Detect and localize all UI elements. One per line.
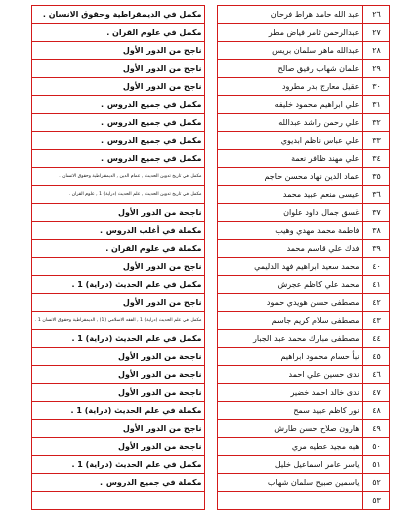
student-name: هارون صلاح حسن طارش [218,420,363,438]
row-number: ٣٨ [363,222,390,240]
column-gap [205,474,218,492]
student-name: محمد علي كاظم عجرش [218,276,363,294]
row-number: ٢٦ [363,6,390,24]
student-name: علمان شهاب رفيق صالح [218,60,363,78]
row-number: ٤٥ [363,348,390,366]
student-name: علي مهند ظافر نعمة [218,150,363,168]
result-status: ناجح من الدور الأول [32,420,205,438]
student-name: عبدالرحمن ثامر فياض مطر [218,24,363,42]
table-row [32,384,390,402]
row-number: ٤٤ [363,330,390,348]
result-status: مكمل في جميع الدروس . [32,96,205,114]
column-gap [205,186,218,204]
row-number: ٢٩ [363,60,390,78]
column-gap [205,456,218,474]
student-name [218,492,363,510]
table-row [32,222,390,240]
column-gap [205,42,218,60]
column-gap [205,258,218,276]
column-gap [205,294,218,312]
column-gap [205,24,218,42]
column-gap [205,114,218,132]
row-number: ٢٨ [363,42,390,60]
column-gap [205,96,218,114]
result-status: ناجح من الدور الأول [32,42,205,60]
row-number: ٣٤ [363,150,390,168]
table-row [32,456,390,474]
student-name: نبأ حسام محمود ابراهيم [218,348,363,366]
result-status: مكمل في علم الحديث (دراية) 1 . [32,276,205,294]
table-row [32,42,390,60]
row-number: ٣٥ [363,168,390,186]
table-row [32,60,390,78]
column-gap [205,366,218,384]
column-gap [205,240,218,258]
table-row [32,492,390,510]
row-number: ٤٣ [363,312,390,330]
student-name: ندى حسين علي احمد [218,366,363,384]
student-results-table [31,5,390,510]
student-name: مصطفى سلام كريم جاسم [218,312,363,330]
result-status: مكمل في علم الحديث (دراية) 1 . [32,456,205,474]
column-gap [205,330,218,348]
result-status: ناجح من الدور الأول [32,78,205,96]
table-row [32,24,390,42]
table-row [32,276,390,294]
result-status: مكمل في تاريخ تدوين الحديث , عمام الدين , الديمقراطية وحقوق الانسان . [32,168,205,186]
result-status: مكملة في علوم القران . [32,240,205,258]
column-gap [205,402,218,420]
table-row [32,402,390,420]
table-row [32,312,390,330]
student-name: مصطفى مبارك محمد عبد الجبار [218,330,363,348]
column-gap [205,348,218,366]
column-gap [205,150,218,168]
student-name: علي رحمن راشد عبدالله [218,114,363,132]
row-number: ٣٧ [363,204,390,222]
student-name: عقيل معارج بدر مطرود [218,78,363,96]
row-number: ٣٦ [363,186,390,204]
result-status: ناجحة من الدور الأول [32,366,205,384]
table-row [32,150,390,168]
column-gap [205,222,218,240]
result-status: مكملة في أغلب الدروس . [32,222,205,240]
result-status: مكمل في علم الحديث (دراية) 1 . [32,330,205,348]
column-gap [205,384,218,402]
row-number: ٥٣ [363,492,390,510]
column-gap [205,276,218,294]
row-number: ٥٢ [363,474,390,492]
student-name: علي ابراهيم محمود خليفه [218,96,363,114]
result-status: ناجح من الدور الأول [32,258,205,276]
row-number: ٤٨ [363,402,390,420]
table-row [32,6,390,24]
column-gap [205,204,218,222]
table-row [32,114,390,132]
result-status: ناجح من الدور الأول [32,60,205,78]
result-status: مكمل في تاريخ تدوين الحديث , علم الحديث (دراية) 1 , علوم القران . [32,186,205,204]
table-row [32,474,390,492]
column-gap [205,78,218,96]
row-number: ٤٩ [363,420,390,438]
result-status: ناجحة من الدور الأول [32,438,205,456]
table-row [32,420,390,438]
table-row [32,330,390,348]
student-name: عبدالله ماهر سلمان بريس [218,42,363,60]
row-number: ٤٧ [363,384,390,402]
row-number: ٥٠ [363,438,390,456]
row-number: ٤٢ [363,294,390,312]
row-number: ٢٧ [363,24,390,42]
result-status: مكملة في علم الحديث (دراية) 1 . [32,402,205,420]
table-row [32,132,390,150]
column-gap [205,60,218,78]
column-gap [205,492,218,510]
row-number: ٥١ [363,456,390,474]
row-number: ٣٢ [363,114,390,132]
table-row [32,258,390,276]
row-number: ٣٩ [363,240,390,258]
table-row [32,366,390,384]
column-gap [205,438,218,456]
result-status: مكملة في جميع الدروس . [32,474,205,492]
result-status: مكمل في الديمقراطية وحقوق الانسان . [32,6,205,24]
table-row [32,204,390,222]
result-status: مكمل في علوم القران . [32,24,205,42]
result-status: مكمل في جميع الدروس . [32,132,205,150]
row-number: ٣١ [363,96,390,114]
table-row [32,348,390,366]
result-status: مكمل في جميع الدروس . [32,150,205,168]
table-row [32,438,390,456]
table-row [32,240,390,258]
row-number: ٣٣ [363,132,390,150]
table-row [32,96,390,114]
column-gap [205,132,218,150]
row-number: ٤١ [363,276,390,294]
row-number: ٤٠ [363,258,390,276]
student-name: مصطفى حسن هويدي حمود [218,294,363,312]
student-name: محمد سعيد ابراهيم فهد الدليمي [218,258,363,276]
student-name: ياسمين صبيح سلمان شهاب [218,474,363,492]
student-name: عيسى منعم عبيد محمد [218,186,363,204]
row-number: ٤٦ [363,366,390,384]
student-name: هبه مجيد عطيه مري [218,438,363,456]
column-gap [205,6,218,24]
student-name: نور كاظم عبيد سمح [218,402,363,420]
table-body [32,6,390,510]
student-name: ندى خالد احمد خضير [218,384,363,402]
result-status: مكمل في علم الحديث (دراية) 1 , الفقه الاسلامي (1) , الديمقراطية وحقوق الانسان 1 . [32,312,205,330]
column-gap [205,168,218,186]
student-name: غسق جمال داود علوان [218,204,363,222]
student-name: علي عباس ناظم ابديوي [218,132,363,150]
table-row [32,168,390,186]
result-status: مكمل في جميع الدروس . [32,114,205,132]
student-name: عبد الله حامد هراط فرحان [218,6,363,24]
table-row [32,294,390,312]
column-gap [205,312,218,330]
result-status: ناجحة من الدور الأول [32,384,205,402]
student-name: فدك علي قاسم محمد [218,240,363,258]
result-status: ناجحة من الدور الأول [32,204,205,222]
table-row [32,78,390,96]
result-status: ناجح من الدور الأول [32,294,205,312]
column-gap [205,420,218,438]
student-name: ياسر عامر اسماعيل خليل [218,456,363,474]
student-name: فاطمة محمد مهدي وهيب [218,222,363,240]
student-name: عماد الدين نهاد محسن حاجم [218,168,363,186]
result-status [32,492,205,510]
row-number: ٣٠ [363,78,390,96]
result-status: ناجحة من الدور الأول [32,348,205,366]
table-row [32,186,390,204]
